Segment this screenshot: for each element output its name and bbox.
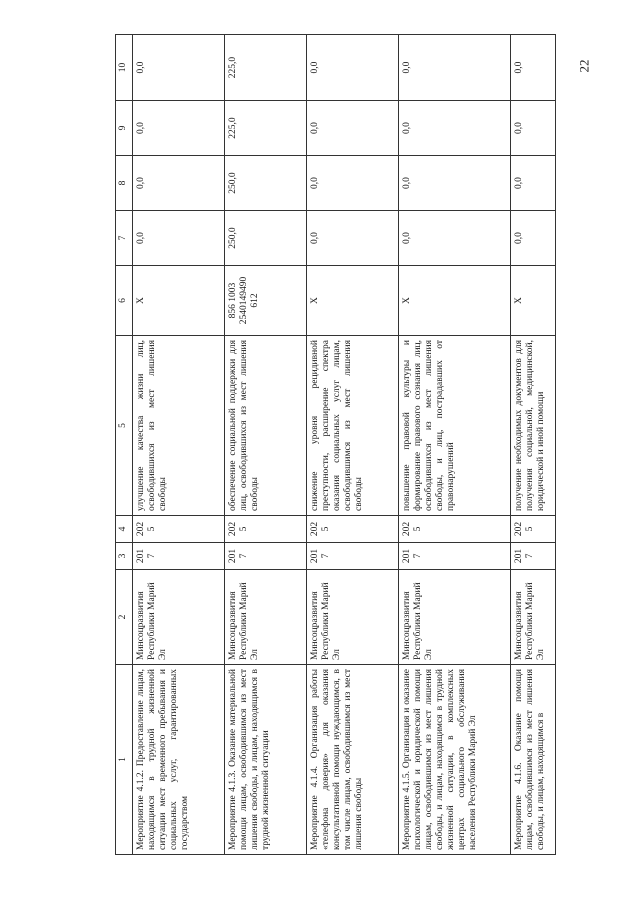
table-row	[511, 35, 556, 855]
budget-code: Х	[511, 266, 556, 336]
value-col-8: 0,0	[307, 156, 399, 211]
column-header: 6	[116, 266, 133, 336]
start-year: 2017	[133, 543, 225, 570]
expected-result: повышение правовой культуры и формирование правового сознания лиц, освободившихся из мест лишения свободы, и лиц, пострадавших от правонарушений	[399, 336, 511, 516]
table-row	[133, 35, 225, 855]
value-col-8: 0,0	[399, 156, 511, 211]
budget-code: 856 1003 2540149490 612	[225, 266, 307, 336]
column-header: 3	[116, 543, 133, 570]
expected-result: обеспечение социальной поддержки для лиц, освободившихся из мест лишения свободы	[225, 336, 307, 516]
value-col-7: 0,0	[307, 211, 399, 266]
responsible-executor: Минсоцразвития Республики Марий Эл	[307, 570, 399, 665]
value-col-9: 0,0	[399, 101, 511, 156]
table-row	[225, 35, 307, 855]
page-number: 22	[576, 59, 592, 73]
value-col-9: 0,0	[511, 101, 556, 156]
value-col-10: 225,0	[225, 35, 307, 101]
end-year: 2025	[511, 516, 556, 543]
value-col-7: 0,0	[399, 211, 511, 266]
start-year: 2017	[307, 543, 399, 570]
program-measures-table	[115, 34, 556, 855]
value-col-8: 0,0	[511, 156, 556, 211]
column-header: 9	[116, 101, 133, 156]
column-header: 8	[116, 156, 133, 211]
column-header: 5	[116, 336, 133, 516]
end-year: 2025	[399, 516, 511, 543]
responsible-executor: Минсоцразвития Республики Марий Эл	[133, 570, 225, 665]
budget-code: Х	[399, 266, 511, 336]
value-col-8: 250,0	[225, 156, 307, 211]
responsible-executor: Минсоцразвития Республики Марий Эл	[511, 570, 556, 665]
value-col-9: 0,0	[133, 101, 225, 156]
value-col-10: 0,0	[511, 35, 556, 101]
measure-name: Мероприятие 4.1.2. Предоставление лицам, находящимся в трудной жизненной ситуации мест временного пребывания и социальных услуг, гарантированных государством	[133, 665, 225, 855]
program-measures-table-container	[115, 35, 570, 855]
expected-result: получение необходимых документов для получения социальной, медицинской, юридической и иной помощи	[511, 336, 556, 516]
header-row	[116, 35, 133, 855]
measure-name: Мероприятие 4.1.4. Организация работы «телефона доверия» для оказания консультативной помощи нуждающимся, в том числе лицам, освободившимся из мест лишения свободы	[307, 665, 399, 855]
value-col-10: 0,0	[133, 35, 225, 101]
budget-code: Х	[307, 266, 399, 336]
measure-name: Мероприятие 4.1.3. Оказание материальной помощи лицам, освободившимся из мест лишения свободы, и лицам, находящимся в трудной жизненной ситуации	[225, 665, 307, 855]
table-row	[399, 35, 511, 855]
column-header: 7	[116, 211, 133, 266]
end-year: 2025	[307, 516, 399, 543]
start-year: 2017	[225, 543, 307, 570]
column-header: 1	[116, 665, 133, 855]
budget-code: Х	[133, 266, 225, 336]
end-year: 2025	[133, 516, 225, 543]
column-header: 10	[116, 35, 133, 101]
column-header: 2	[116, 570, 133, 665]
value-col-10: 0,0	[399, 35, 511, 101]
start-year: 2017	[399, 543, 511, 570]
value-col-9: 0,0	[307, 101, 399, 156]
column-header: 4	[116, 516, 133, 543]
responsible-executor: Минсоцразвития Республики Марий Эл	[399, 570, 511, 665]
expected-result: улучшение качества жизни лиц, освободившихся из мест лишения свободы	[133, 336, 225, 516]
value-col-10: 0,0	[307, 35, 399, 101]
start-year: 2017	[511, 543, 556, 570]
table-row	[307, 35, 399, 855]
responsible-executor: Минсоцразвития Республики Марий Эл	[225, 570, 307, 665]
value-col-7: 0,0	[133, 211, 225, 266]
measure-name: Мероприятие 4.1.6. Оказание помощи лицам, освободившимся из мест лишения свободы, и лицам, находящимся в	[511, 665, 556, 855]
value-col-8: 0,0	[133, 156, 225, 211]
measure-name: Мероприятие 4.1.5. Организация и оказание психологической и юридической помощи лицам, освободившимся из мест лишения свободы, и лицам, находящимся в трудной жизненной ситуации, в комплексных центрах социального обслуживания населения Республики Марий Эл	[399, 665, 511, 855]
end-year: 2025	[225, 516, 307, 543]
value-col-7: 0,0	[511, 211, 556, 266]
value-col-7: 250,0	[225, 211, 307, 266]
value-col-9: 225,0	[225, 101, 307, 156]
expected-result: снижение уровня рецидивной преступности, расширение спектра оказания социальных услуг лицам, освободившимся из мест лишения свободы	[307, 336, 399, 516]
